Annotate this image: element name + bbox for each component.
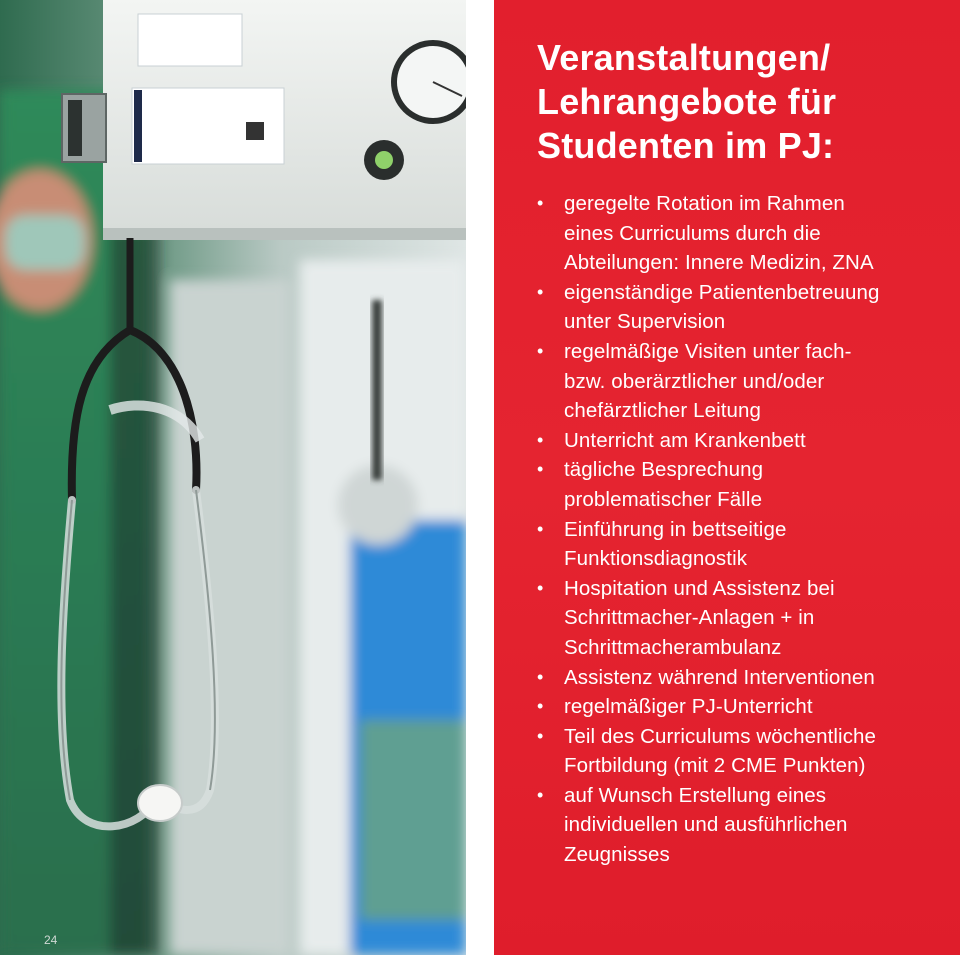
bullet-icon: • xyxy=(537,193,544,213)
list-item xyxy=(534,337,954,426)
list-item-line: tägliche Besprechung xyxy=(564,458,764,482)
list-item-line: geregelte Rotation im Rahmen xyxy=(564,192,845,215)
bullet-icon: • xyxy=(537,459,544,480)
list-item-line: Assistenz während Interventionen xyxy=(564,665,875,689)
heading-line: Veranstaltungen/ xyxy=(537,37,831,78)
bullet-icon: • xyxy=(537,696,544,717)
list-item-line: unter Supervision xyxy=(564,310,726,334)
list-item xyxy=(534,515,954,574)
list-item xyxy=(534,455,954,514)
list-item xyxy=(534,663,954,693)
page-number: 24 xyxy=(44,933,58,947)
panel-heading xyxy=(537,36,836,168)
list-item-line: auf Wunsch Erstellung eines xyxy=(564,783,827,807)
list-item-line: Fortbildung (mit 2 CME Punkten) xyxy=(564,754,866,778)
list-item-line: eines Curriculums durch die xyxy=(564,221,821,245)
bullet-icon: • xyxy=(537,281,544,302)
heading-line: Lehrangebote für xyxy=(537,81,837,122)
stethoscope-illustration xyxy=(0,0,466,955)
list-item xyxy=(534,574,954,663)
stethoscope-photo xyxy=(0,0,466,955)
list-item-line: Einführung in bettseitige xyxy=(564,517,787,541)
list-item xyxy=(534,189,954,278)
list-item-line: bzw. oberärztlicher und/oder xyxy=(564,369,825,393)
list-item-line: Teil des Curriculums wöchentliche xyxy=(564,724,877,748)
list-item xyxy=(534,426,954,456)
bullet-icon: • xyxy=(537,725,544,746)
list-item-line: Abteilungen: Innere Medizin, ZNA xyxy=(564,251,874,275)
bullet-icon: • xyxy=(537,666,544,687)
list-item xyxy=(534,278,954,337)
list-item-line: regelmäßige Visiten unter fach- xyxy=(564,339,852,363)
list-item xyxy=(534,722,954,781)
bullet-icon: • xyxy=(537,784,544,805)
heading-line: Studenten im PJ: xyxy=(537,125,835,166)
list-item-line: Hospitation und Assistenz bei xyxy=(564,576,835,600)
page-gutter xyxy=(466,0,494,955)
list-item xyxy=(534,781,954,870)
bullet-icon: • xyxy=(537,518,544,539)
bullet-icon: • xyxy=(537,577,544,598)
list-item-line: regelmäßiger PJ-Unterricht xyxy=(564,695,813,719)
list-item-line: eigenständige Patientenbetreuung xyxy=(564,280,880,304)
list-item-line: Unterricht am Krankenbett xyxy=(564,428,806,452)
info-panel xyxy=(494,0,960,955)
list-item-line: individuellen und ausführlichen xyxy=(564,813,848,837)
bullet-icon: • xyxy=(537,429,544,450)
offer-list xyxy=(534,189,954,870)
bullet-icon: • xyxy=(537,340,544,361)
list-item-line: Schrittmacherambulanz xyxy=(564,635,782,659)
list-item-line: Schrittmacher-Anlagen + in xyxy=(564,606,815,630)
list-item-line: Zeugnisses xyxy=(564,843,670,867)
list-item xyxy=(534,692,954,722)
list-item-line: Funktionsdiagnostik xyxy=(564,547,748,571)
list-item-line: problematischer Fälle xyxy=(564,487,763,511)
list-item-line: chefärztlicher Leitung xyxy=(564,399,762,423)
